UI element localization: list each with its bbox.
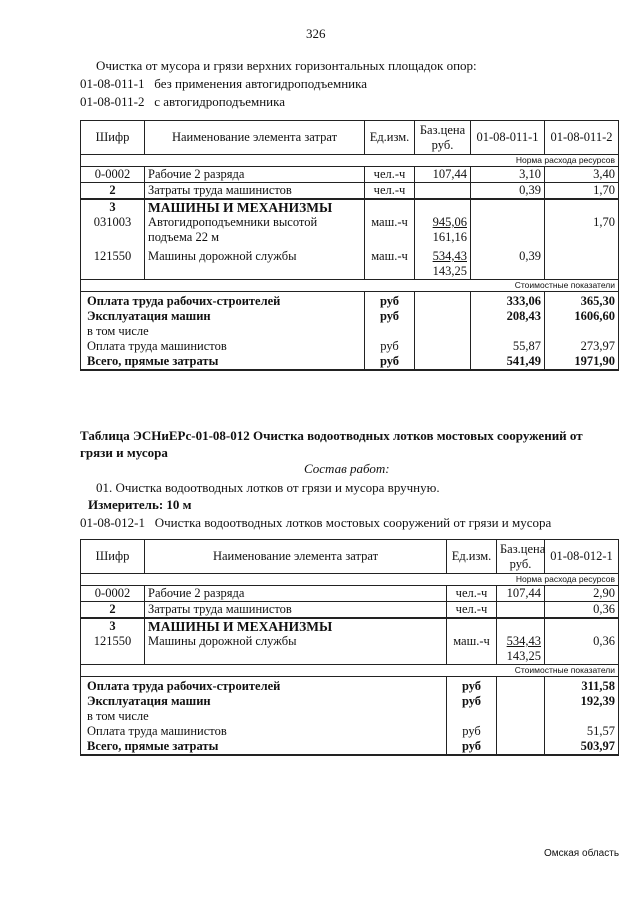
meter-unit: Измеритель: 10 м <box>88 497 192 512</box>
cost-value: 1971,90 <box>545 354 619 370</box>
resource-price: 534,43 <box>506 634 541 648</box>
column-header: Баз.цена руб. <box>497 540 545 574</box>
resource-name: Машины дорожной службы <box>145 634 447 665</box>
column-header: 01-08-012-1 <box>545 540 619 574</box>
resource-price <box>497 602 545 619</box>
cost-value: 311,58 <box>545 677 619 695</box>
resource-price: 534,43 <box>432 249 467 263</box>
cost-row <box>81 724 619 739</box>
column-header: 01-08-011-2 <box>545 121 619 155</box>
cost-unit: руб <box>447 677 497 695</box>
cost-name: Оплата труда рабочих-строителей <box>81 292 365 310</box>
resource-value: 0,39 <box>471 183 545 200</box>
resource-value <box>545 245 619 280</box>
cost-name: Всего, прямые затраты <box>81 739 447 755</box>
resource-code: 2 <box>81 183 145 200</box>
cost-unit: руб <box>365 309 415 324</box>
cost-label-row <box>81 280 619 292</box>
resource-name: Затраты труда машинистов <box>145 183 365 200</box>
resource-value <box>471 215 545 245</box>
resource-price-cell <box>415 245 471 280</box>
cost-value: 333,06 <box>471 292 545 310</box>
cost-unit <box>447 709 497 724</box>
cost-row <box>81 709 619 724</box>
resource-name: Машины дорожной службы <box>145 245 365 280</box>
resource-price: 107,44 <box>415 167 471 183</box>
resource-table-1 <box>80 120 619 371</box>
table-header-row <box>81 121 619 155</box>
code-line <box>80 76 367 92</box>
cost-name: Эксплуатация машин <box>81 694 447 709</box>
cost-value: 541,49 <box>471 354 545 370</box>
table-row <box>81 167 619 183</box>
column-header: Ед.изм. <box>365 121 415 155</box>
cost-value: 1606,60 <box>545 309 619 324</box>
cost-value <box>545 324 619 339</box>
footer-region: Омская область <box>544 848 620 859</box>
cost-value: 55,87 <box>471 339 545 354</box>
table-title-continued: грязи и мусора <box>80 445 168 460</box>
norm-label: Норма расхода ресурсов <box>81 155 619 167</box>
table-header-row <box>81 540 619 574</box>
resource-code: 121550 <box>81 634 145 665</box>
resource-unit: чел.-ч <box>447 586 497 602</box>
cost-name: Эксплуатация машин <box>81 309 365 324</box>
cost-value: 208,43 <box>471 309 545 324</box>
cost-name: Всего, прямые затраты <box>81 354 365 370</box>
cost-row <box>81 739 619 755</box>
cost-name: в том числе <box>81 709 447 724</box>
resource-price-cell <box>415 215 471 245</box>
resource-unit: маш.-ч <box>365 245 415 280</box>
table-row <box>81 245 619 280</box>
column-header: Ед.изм. <box>447 540 497 574</box>
table-row <box>81 586 619 602</box>
resource-price-secondary: 143,25 <box>432 264 467 278</box>
resource-value: 1,70 <box>545 215 619 245</box>
norm-label: Норма расхода ресурсов <box>81 574 619 586</box>
code-line <box>80 515 551 531</box>
section-intro: Очистка от мусора и грязи верхних горизонтальных площадок опор: <box>96 58 477 73</box>
cost-unit: руб <box>365 339 415 354</box>
table-row <box>81 634 619 665</box>
table-row <box>81 199 619 215</box>
cost-row <box>81 339 619 354</box>
cost-unit: руб <box>447 724 497 739</box>
resource-unit: чел.-ч <box>365 167 415 183</box>
cost-name: Оплата труда машинистов <box>81 724 447 739</box>
resource-unit: маш.-ч <box>447 634 497 665</box>
column-header: Наименование элемента затрат <box>145 121 365 155</box>
resource-code: 0-0002 <box>81 586 145 602</box>
cost-name: в том числе <box>81 324 365 339</box>
resource-name: Затраты труда машинистов <box>145 602 447 619</box>
table-title: Таблица ЭСНиЕРс-01-08-012 Очистка водоотводных лотков мостовых сооружений от <box>80 428 583 443</box>
cost-row <box>81 324 619 339</box>
cost-label: Стоимостные показатели <box>81 665 619 677</box>
table-row <box>81 618 619 634</box>
resource-name: Рабочие 2 разряда <box>145 586 447 602</box>
cost-value: 273,97 <box>545 339 619 354</box>
resource-price: 107,44 <box>497 586 545 602</box>
cost-value: 192,39 <box>545 694 619 709</box>
resource-price-secondary: 161,16 <box>432 230 467 244</box>
norm-label-row <box>81 574 619 586</box>
resource-value: 2,90 <box>545 586 619 602</box>
column-header: 01-08-011-1 <box>471 121 545 155</box>
work-code: 01-08-011-1 <box>80 76 145 91</box>
work-code-description: Очистка водоотводных лотков мостовых сооружений от грязи и мусора <box>154 515 552 530</box>
resource-code: 121550 <box>81 245 145 280</box>
resource-unit: маш.-ч <box>365 215 415 245</box>
cost-unit: руб <box>365 292 415 310</box>
resource-group-name: МАШИНЫ И МЕХАНИЗМЫ <box>145 199 365 215</box>
work-code: 01-08-011-2 <box>80 94 145 109</box>
resource-value: 0,36 <box>545 602 619 619</box>
cost-row <box>81 354 619 370</box>
code-line <box>80 94 285 110</box>
page-number: 326 <box>306 26 326 41</box>
resource-price: 945,06 <box>432 215 467 229</box>
column-header: Шифр <box>81 121 145 155</box>
resource-price-cell <box>497 634 545 665</box>
norm-label-row <box>81 155 619 167</box>
work-item: 01. Очистка водоотводных лотков от грязи и мусора вручную. <box>96 480 440 495</box>
cost-unit: руб <box>365 354 415 370</box>
table-row <box>81 602 619 619</box>
resource-price-secondary: 143,25 <box>506 649 541 663</box>
resource-value: 0,39 <box>471 245 545 280</box>
resource-name: Рабочие 2 разряда <box>145 167 365 183</box>
cost-value: 51,57 <box>545 724 619 739</box>
table-row <box>81 183 619 200</box>
resource-value: 3,10 <box>471 167 545 183</box>
cost-unit <box>365 324 415 339</box>
cost-unit: руб <box>447 739 497 755</box>
resource-code: 3 <box>81 618 145 634</box>
cost-value: 503,97 <box>545 739 619 755</box>
resource-code: 3 <box>81 199 145 215</box>
cost-label: Стоимостные показатели <box>81 280 619 292</box>
cost-label-row <box>81 665 619 677</box>
work-code: 01-08-012-1 <box>80 515 145 530</box>
cost-row <box>81 292 619 310</box>
cost-value <box>471 324 545 339</box>
cost-row <box>81 309 619 324</box>
column-header: Наименование элемента затрат <box>145 540 447 574</box>
resource-group-name: МАШИНЫ И МЕХАНИЗМЫ <box>145 618 447 634</box>
resource-value: 1,70 <box>545 183 619 200</box>
cost-value <box>545 709 619 724</box>
cost-name: Оплата труда машинистов <box>81 339 365 354</box>
resource-table-2 <box>80 539 619 756</box>
work-code-description: без применения автогидроподъемника <box>154 76 368 91</box>
resource-code: 2 <box>81 602 145 619</box>
composition-heading: Состав работ: <box>304 461 390 476</box>
cost-value: 365,30 <box>545 292 619 310</box>
cost-unit: руб <box>447 694 497 709</box>
resource-price <box>415 183 471 200</box>
cost-row <box>81 694 619 709</box>
cost-row <box>81 677 619 695</box>
resource-unit: чел.-ч <box>447 602 497 619</box>
resource-code: 031003 <box>81 215 145 245</box>
work-code-description: с автогидроподъемника <box>154 94 286 109</box>
resource-value: 0,36 <box>545 634 619 665</box>
resource-name: Автогидроподъемники высотой подъема 22 м <box>145 215 365 245</box>
column-header: Шифр <box>81 540 145 574</box>
cost-name: Оплата труда рабочих-строителей <box>81 677 447 695</box>
resource-code: 0-0002 <box>81 167 145 183</box>
table-row <box>81 215 619 245</box>
resource-unit: чел.-ч <box>365 183 415 200</box>
column-header: Баз.цена руб. <box>415 121 471 155</box>
resource-value: 3,40 <box>545 167 619 183</box>
